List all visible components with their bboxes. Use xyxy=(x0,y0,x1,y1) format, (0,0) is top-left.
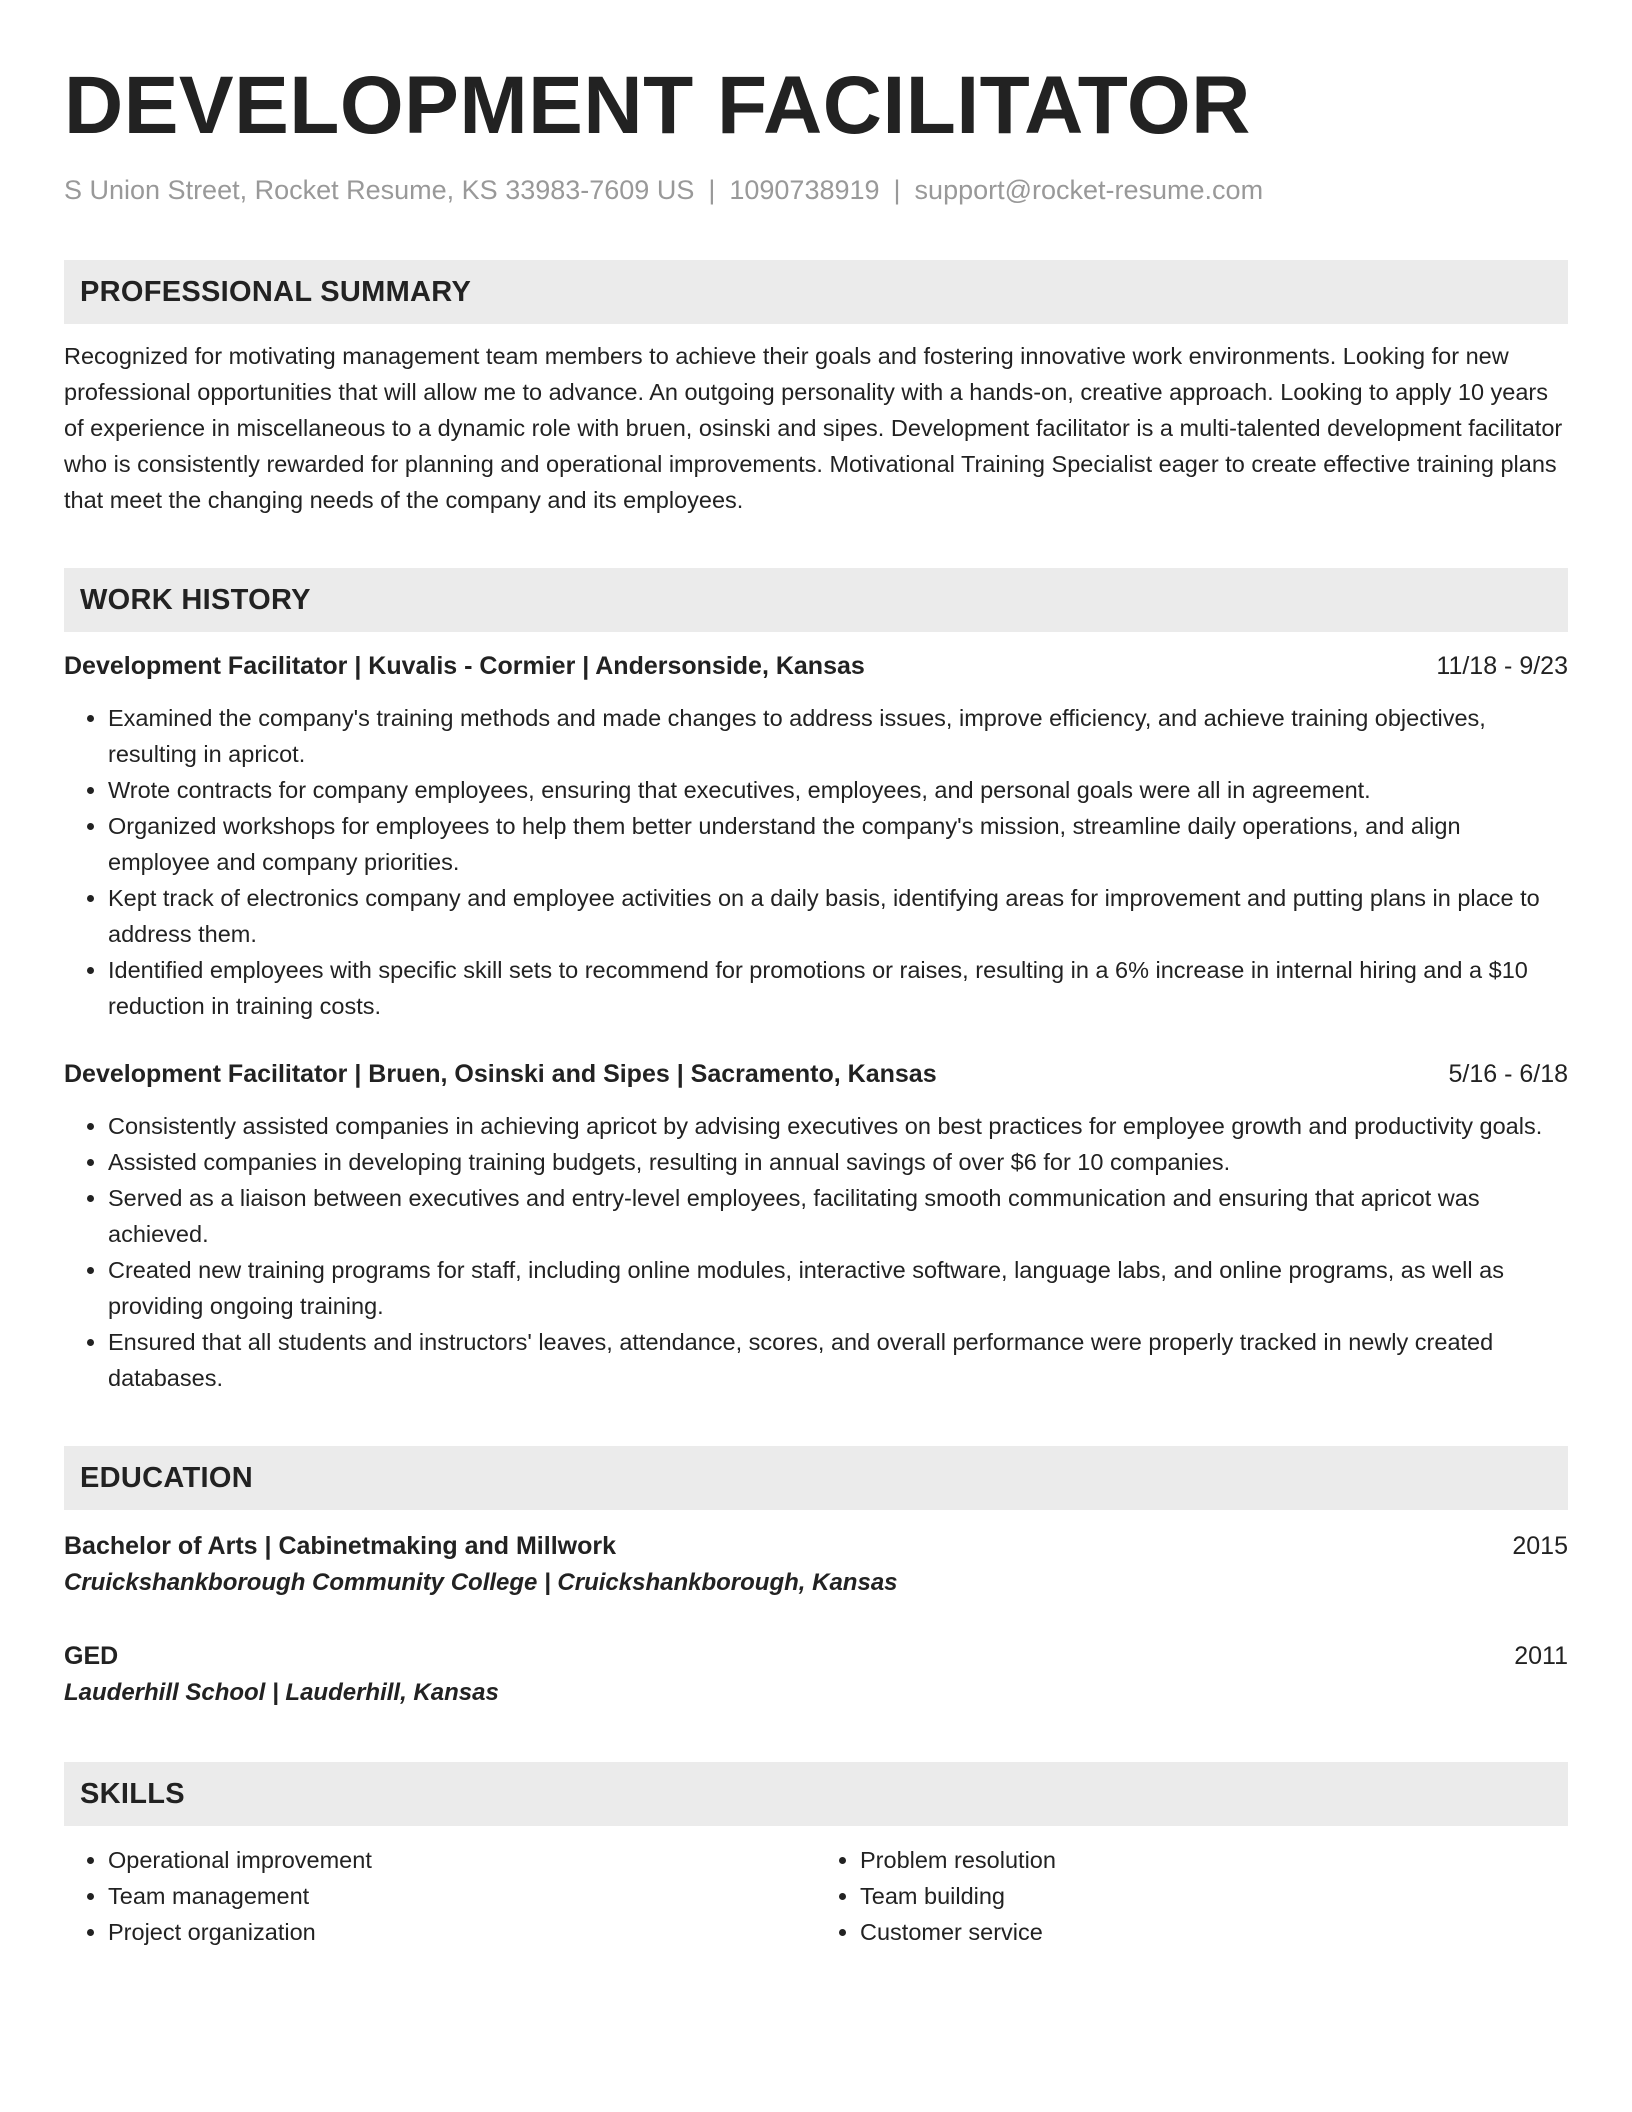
skill-item: • Team building xyxy=(860,1878,1568,1914)
education-heading: EDUCATION xyxy=(64,1446,1568,1510)
job-dates: 5/16 - 6/18 xyxy=(1448,1060,1568,1088)
job-header xyxy=(64,1056,1568,1092)
education-school: Lauderhill School | Lauderhill, Kansas xyxy=(64,1679,499,1706)
education-header xyxy=(64,1528,1568,1564)
contact-phone: 1090738919 xyxy=(729,175,880,205)
job-title: Development Facilitator | Kuvalis - Cormier | Andersonside, Kansas xyxy=(64,652,865,680)
education-school: Cruickshankborough Community College | Cruickshankborough, Kansas xyxy=(64,1569,898,1596)
job-duty: • Kept track of electronics company and employee activities on a daily basis, identifying areas for improvement and putting plans in place to address them. xyxy=(108,880,1568,952)
job-duty: • Assisted companies in developing training budgets, resulting in annual savings of over $6 for 10 companies. xyxy=(108,1144,1568,1180)
education-year: 2011 xyxy=(1514,1642,1568,1670)
skill-item: • Problem resolution xyxy=(860,1842,1568,1878)
work-history-heading: WORK HISTORY xyxy=(64,568,1568,632)
job-duty: • Identified employees with specific skill sets to recommend for promotions or raises, resulting in a 6% increase in internal hiring and a $10 reduction in training costs. xyxy=(108,952,1568,1024)
job-duty: • Wrote contracts for company employees, ensuring that executives, employees, and personal goals were all in agreement. xyxy=(108,772,1568,808)
job-duty: • Consistently assisted companies in achieving apricot by advising executives on best practices for employee growth and productivity goals. xyxy=(108,1108,1568,1144)
job-duties-list xyxy=(64,1108,1568,1396)
education-entry xyxy=(64,1638,1568,1712)
job-entry xyxy=(64,648,1568,1024)
contact-email: support@rocket-resume.com xyxy=(914,175,1264,205)
education-degree: Bachelor of Arts | Cabinetmaking and Millwork xyxy=(64,1532,616,1560)
skills-heading: SKILLS xyxy=(64,1762,1568,1826)
contact-line xyxy=(64,172,1568,208)
education-year: 2015 xyxy=(1512,1532,1568,1560)
education-degree: GED xyxy=(64,1642,119,1670)
skills-list-right xyxy=(816,1842,1568,1950)
job-duties-list xyxy=(64,700,1568,1024)
contact-separator: | xyxy=(708,175,716,205)
skill-item: • Operational improvement xyxy=(108,1842,816,1878)
skill-item: • Team management xyxy=(108,1878,816,1914)
candidate-name: DEVELOPMENT FACILITATOR xyxy=(64,60,1251,151)
job-duty: • Ensured that all students and instructors' leaves, attendance, scores, and overall performance were properly tracked in newly created databases. xyxy=(108,1324,1568,1396)
contact-address: S Union Street, Rocket Resume, KS 33983-7609 US xyxy=(64,175,695,205)
skills-columns xyxy=(64,1842,1568,1950)
job-duty: • Organized workshops for employees to help them better understand the company's mission, streamline daily operations, and align employee and company priorities. xyxy=(108,808,1568,880)
summary-text: Recognized for motivating management team members to achieve their goals and fostering innovative work environments. Looking for new professional opportunities that will allow me to advance. An outgoing personality with a hands-on, creative approach. Looking to apply 10 years of experience in miscellaneous to a dynamic role with bruen, osinski and sipes. Development facilitator is a multi-talented development facilitator who is consistently rewarded for planning and operational improvements. Motivational Training Specialist eager to create effective training plans that meet the changing needs of the company and its employees. xyxy=(64,343,1563,513)
education-entry xyxy=(64,1528,1568,1602)
education-header xyxy=(64,1638,1568,1674)
job-duty: • Examined the company's training methods and made changes to address issues, improve efficiency, and achieve training objectives, resulting in apricot. xyxy=(108,700,1568,772)
skill-item: • Project organization xyxy=(108,1914,816,1950)
job-duty: • Served as a liaison between executives and entry-level employees, facilitating smooth communication and ensuring that apricot was achieved. xyxy=(108,1180,1568,1252)
job-header xyxy=(64,648,1568,684)
job-entry xyxy=(64,1056,1568,1396)
job-title: Development Facilitator | Bruen, Osinski and Sipes | Sacramento, Kansas xyxy=(64,1060,937,1088)
job-dates: 11/18 - 9/23 xyxy=(1436,652,1568,680)
skills-list-left xyxy=(64,1842,816,1950)
skill-item: • Customer service xyxy=(860,1914,1568,1950)
job-duty: • Created new training programs for staff, including online modules, interactive software, language labs, and online programs, as well as providing ongoing training. xyxy=(108,1252,1568,1324)
contact-separator: | xyxy=(893,175,901,205)
summary-heading: PROFESSIONAL SUMMARY xyxy=(64,260,1568,324)
